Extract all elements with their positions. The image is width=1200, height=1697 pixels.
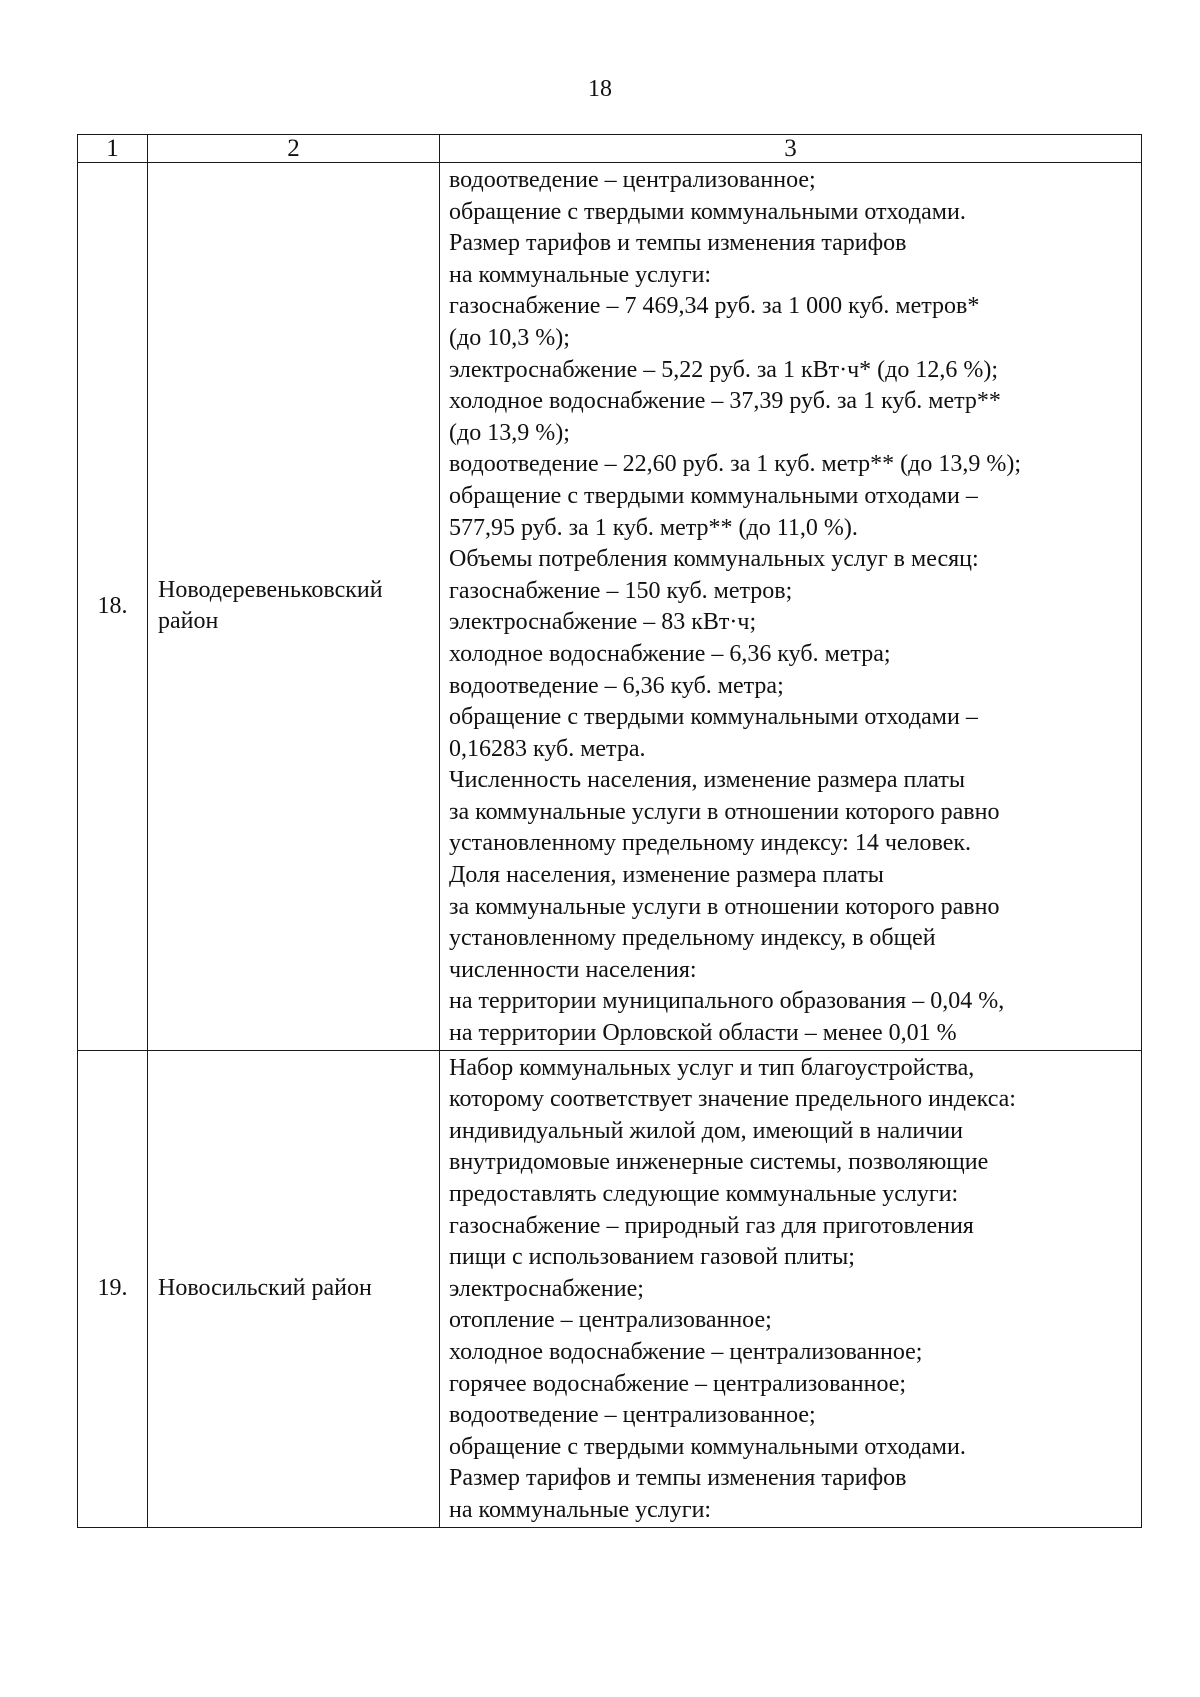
detail-line: электроснабжение; — [449, 1275, 644, 1302]
detail-line: газоснабжение – 7 469,34 руб. за 1 000 куб. метров* — [449, 293, 980, 320]
detail-line: установленному предельному индексу, в общей — [449, 925, 936, 952]
detail-line: обращение с твердыми коммунальными отходами. — [449, 1433, 966, 1460]
district-name-line: Новодеревеньковский — [158, 576, 383, 603]
detail-line: холодное водоснабжение – 6,36 куб. метра; — [449, 640, 891, 667]
detail-line: 0,16283 куб. метра. — [449, 735, 646, 762]
detail-line: индивидуальный жилой дом, имеющий в наличии — [449, 1117, 963, 1144]
detail-line: водоотведение – централизованное; — [449, 167, 816, 193]
detail-line: водоотведение – 6,36 куб. метра; — [449, 672, 784, 699]
detail-line: (до 13,9 %); — [449, 419, 570, 446]
table-row — [78, 163, 1142, 1051]
detail-line: газоснабжение – природный газ для приготовления — [449, 1212, 974, 1239]
detail-line: обращение с твердыми коммунальными отходами. — [449, 198, 966, 225]
detail-line: водоотведение – централизованное; — [449, 1402, 816, 1429]
detail-line: на территории Орловской области – менее 0,01 % — [449, 1020, 957, 1047]
row-details — [440, 163, 1142, 1051]
detail-line: установленному предельному индексу: 14 человек. — [449, 830, 972, 857]
detail-line: на территории муниципального образования – 0,04 %, — [449, 988, 1005, 1015]
detail-line: внутридомовые инженерные системы, позволяющие — [449, 1149, 989, 1176]
detail-line: Набор коммунальных услуг и тип благоустройства, — [449, 1054, 975, 1081]
detail-line: пищи с использованием газовой плиты; — [449, 1244, 855, 1271]
detail-line: Численность населения, изменение размера платы — [449, 767, 965, 794]
detail-line: горячее водоснабжение – централизованное; — [449, 1370, 907, 1397]
column-header-2: 2 — [148, 135, 440, 163]
detail-line: предоставлять следующие коммунальные услуги: — [449, 1181, 959, 1207]
detail-line: Размер тарифов и темпы изменения тарифов — [449, 1465, 907, 1492]
detail-line: холодное водоснабжение – централизованное; — [449, 1338, 923, 1365]
detail-line: которому соответствует значение предельного индекса: — [449, 1086, 1016, 1113]
detail-line: за коммунальные услуги в отношении которого равно — [449, 798, 1000, 825]
page-number: 18 — [588, 76, 612, 102]
row-number: 18. — [78, 163, 148, 1051]
detail-line: электроснабжение – 83 кВт·ч; — [449, 609, 757, 636]
district-name-line: район — [158, 608, 219, 635]
detail-line: обращение с твердыми коммунальными отходами – — [449, 482, 978, 509]
detail-line: (до 10,3 %); — [449, 324, 570, 351]
header-row — [78, 135, 1142, 163]
detail-line: 577,95 руб. за 1 куб. метр** (до 11,0 %). — [449, 514, 858, 541]
detail-line: электроснабжение – 5,22 руб. за 1 кВт·ч* (до 12,6 %); — [449, 356, 999, 383]
column-header-3: 3 — [440, 135, 1142, 163]
detail-line: холодное водоснабжение – 37,39 руб. за 1 куб. метр** — [449, 388, 1001, 415]
table-row — [78, 1050, 1142, 1527]
detail-line: отопление – централизованное; — [449, 1307, 772, 1334]
detail-line: за коммунальные услуги в отношении которого равно — [449, 893, 1000, 920]
column-header-1: 1 — [78, 135, 148, 163]
district-name — [148, 1050, 440, 1527]
row-details — [440, 1050, 1142, 1527]
detail-line: водоотведение – 22,60 руб. за 1 куб. метр** (до 13,9 %); — [449, 451, 1021, 478]
detail-line: обращение с твердыми коммунальными отходами – — [449, 704, 978, 731]
detail-line: Объемы потребления коммунальных услуг в месяц: — [449, 546, 979, 573]
district-name-line: Новосильский район — [158, 1274, 372, 1301]
detail-line: Доля населения, изменение размера платы — [449, 862, 884, 889]
detail-line: газоснабжение – 150 куб. метров; — [449, 577, 793, 604]
tariff-table — [77, 134, 1142, 1528]
detail-line: на коммунальные услуги: — [449, 1496, 712, 1523]
detail-line: на коммунальные услуги: — [449, 261, 712, 288]
district-name — [148, 163, 440, 1051]
row-number: 19. — [78, 1050, 148, 1527]
detail-line: Размер тарифов и темпы изменения тарифов — [449, 230, 907, 257]
detail-line: численности населения: — [449, 956, 697, 983]
